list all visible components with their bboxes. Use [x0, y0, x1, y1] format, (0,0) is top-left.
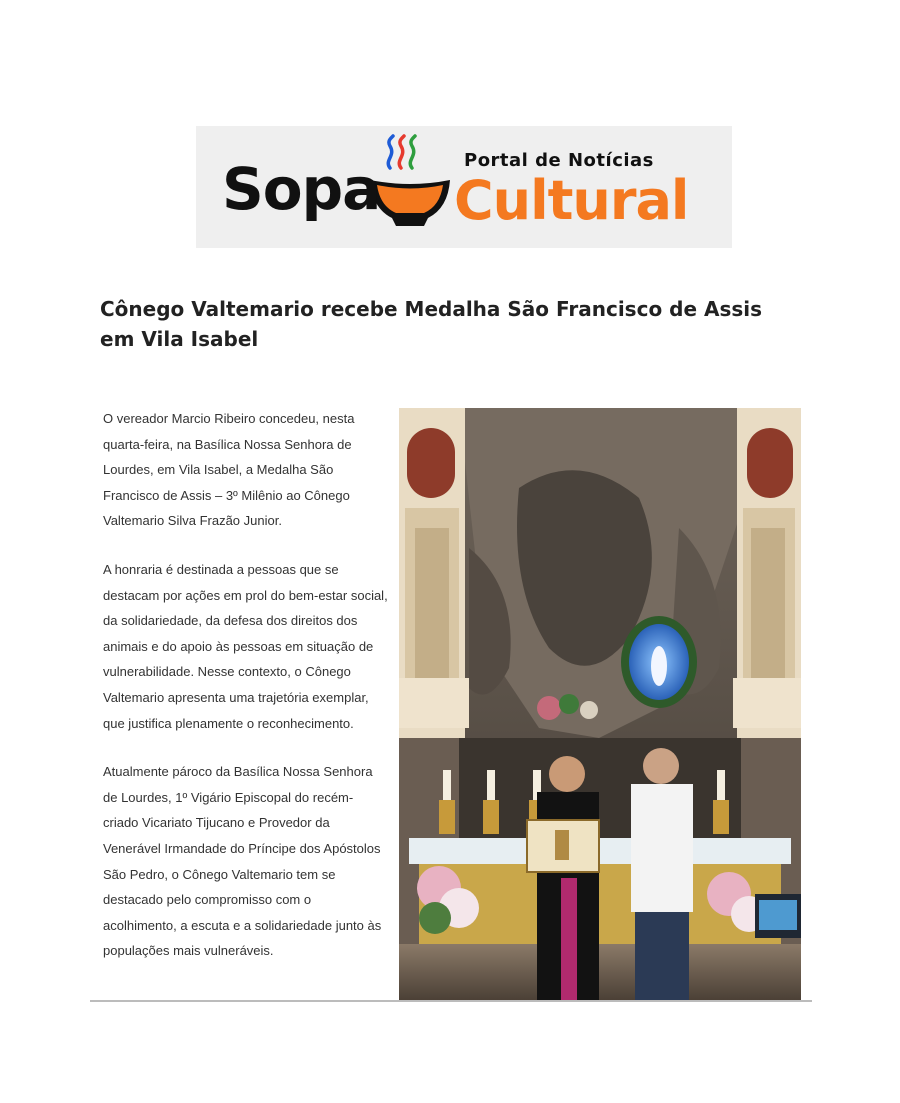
article-paragraph: A honraria é destinada a pessoas que se destacam por ações em prol do bem-estar social, da solidariedade, da defesa dos direitos dos animais e do apoio às pessoas em situação de vulnerabilidade. Nesse contexto, o Cônego Valtemario apresenta uma trajetória exemplar, que justifica plenamente o reconhecimento. — [103, 561, 388, 731]
article-paragraph: O vereador Marcio Ribeiro concedeu, nesta quarta-feira, na Basílica Nossa Senhora de Lourdes, em Vila Isabel, a Medalha São Francisco de Assis – 3º Milênio ao Cônego Valtemario Silva Frazão Junior. — [103, 411, 355, 529]
logo-subtitle: Portal de Notícias — [464, 150, 654, 171]
steam-icon — [382, 134, 422, 172]
article-title: Cônego Valtemario recebe Medalha São Francisco de Assis em Vila Isabel — [100, 297, 763, 351]
article-paragraph: Atualmente pároco da Basílica Nossa Senhora de Lourdes, 1º Vigário Episcopal do recém-criado Vicariato Tijucano e Provedor da Venerável Irmandade do Príncipe dos Apóstolos São Pedro, o Cônego Valtemario tem se destacado pelo compromisso com o acolhimento, a escuta e a solidariedade junto às populações mais vulneráveis. — [103, 764, 382, 959]
soup-bowl-icon — [368, 172, 452, 230]
logo-word-sopa: Sopa — [222, 155, 381, 223]
logo-banner — [196, 126, 732, 248]
church-grotto-photo — [399, 408, 801, 1001]
logo-word-cultural: Cultural — [454, 169, 689, 232]
article-body — [103, 406, 388, 987]
bottom-divider — [90, 1000, 812, 1002]
